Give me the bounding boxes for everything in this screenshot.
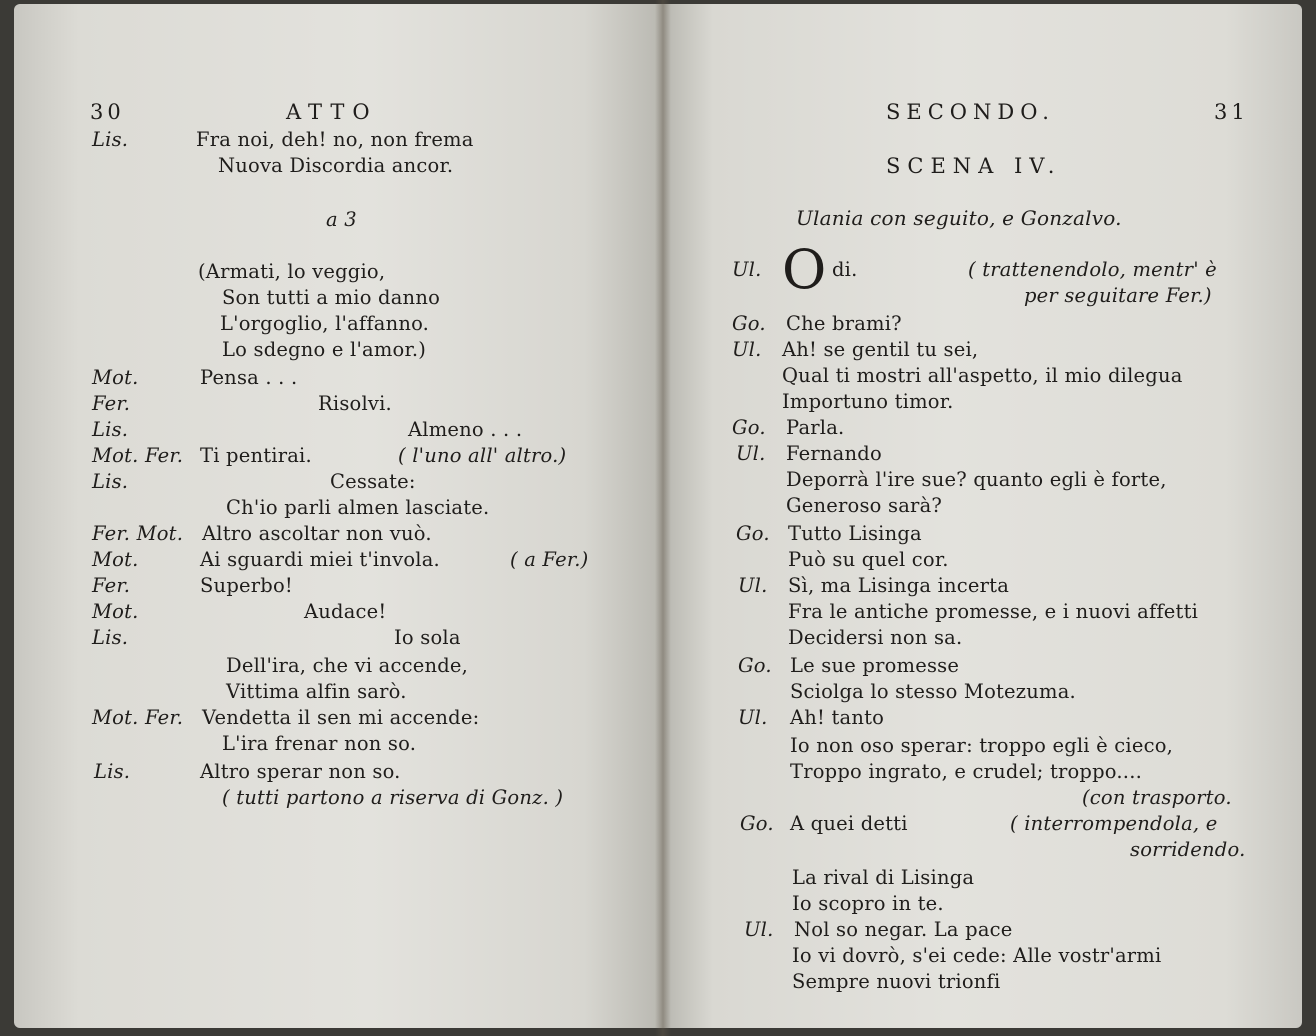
verse-line: La rival di Lisinga xyxy=(792,866,975,889)
verse-line: Ah! se gentil tu sei, xyxy=(782,338,979,361)
verse-line: Generoso sarà? xyxy=(786,494,943,517)
verse-line: A quei detti xyxy=(790,812,908,835)
speaker-label: Lis. xyxy=(92,418,129,441)
verse-line: Vendetta il sen mi accende: xyxy=(202,706,480,729)
verse-line: Ah! tanto xyxy=(790,706,885,729)
verse-line: Lo sdegno e l'amor.) xyxy=(222,338,427,361)
page-number-left: 30 xyxy=(90,100,125,124)
verse-line: Ch'io parli almen lasciate. xyxy=(226,496,490,519)
verse-line: Troppo ingrato, e crudel; troppo.... xyxy=(790,760,1142,783)
stage-direction: (con trasporto. xyxy=(1082,786,1232,809)
verse-line: (Armati, lo veggio, xyxy=(198,260,386,283)
verse-line: Cessate: xyxy=(330,470,416,493)
verse-line: Che brami? xyxy=(786,312,902,335)
verse-line: Io non oso sperar: troppo egli è cieco, xyxy=(790,734,1174,757)
verse-line: Audace! xyxy=(304,600,387,623)
speaker-label: Go. xyxy=(732,312,766,335)
verse-line: Tutto Lisinga xyxy=(788,522,922,545)
drop-cap-letter: O xyxy=(782,238,827,301)
verse-line: Altro ascoltar non vuò. xyxy=(202,522,432,545)
speaker-label: Mot. xyxy=(92,548,139,571)
verse-line: Le sue promesse xyxy=(790,654,960,677)
speaker-label: Lis. xyxy=(92,470,129,493)
verse-line: Fra le antiche promesse, e i nuovi affetti xyxy=(788,600,1199,623)
speaker-label: Fer. Mot. xyxy=(92,522,184,545)
verse-line: Sciolga lo stesso Motezuma. xyxy=(790,680,1076,703)
stage-direction: sorridendo. xyxy=(1130,838,1246,861)
running-head-right: SECONDO. xyxy=(886,100,1055,124)
verse-line: Ti pentirai. xyxy=(200,444,312,467)
drop-cap xyxy=(782,238,827,301)
speaker-label: Go. xyxy=(736,522,770,545)
verse-line: L'orgoglio, l'affanno. xyxy=(220,312,430,335)
stage-direction: per seguitare Fer.) xyxy=(1024,284,1212,307)
speaker-label: Ul. xyxy=(736,442,766,465)
verse-line: L'ira frenar non so. xyxy=(222,732,417,755)
verse-line: Nol so negar. La pace xyxy=(794,918,1013,941)
verse-line: Risolvi. xyxy=(318,392,392,415)
verse-line: Parla. xyxy=(786,416,845,439)
speaker-label: Fer. xyxy=(92,392,131,415)
verse-line: Qual ti mostri all'aspetto, il mio dilegua xyxy=(782,364,1183,387)
verse-line: Nuova Discordia ancor. xyxy=(218,154,454,177)
verse-line: Altro sperar non so. xyxy=(200,760,401,783)
stage-direction: ( l'uno all' altro.) xyxy=(398,444,567,467)
verse-line: Io vi dovrò, s'ei cede: Alle vostr'armi xyxy=(792,944,1162,967)
verse-line: Superbo! xyxy=(200,574,293,597)
verse-line: Può su quel cor. xyxy=(788,548,949,571)
speaker-label: Mot. xyxy=(92,366,139,389)
stage-direction: ( trattenendolo, mentr' è xyxy=(968,258,1217,281)
verse-line: Ai sguardi miei t'invola. xyxy=(200,548,440,571)
speaker-label: Mot. xyxy=(92,600,139,623)
verse-line: Pensa . . . xyxy=(200,366,298,389)
verse-line: Io scopro in te. xyxy=(792,892,944,915)
verse-line: Dell'ira, che vi accende, xyxy=(226,654,469,677)
stage-direction: ( tutti partono a riserva di Gonz. ) xyxy=(222,786,564,809)
scene-heading: SCENA IV. xyxy=(886,154,1062,178)
verse-line: Sempre nuovi trionfi xyxy=(792,970,1001,993)
verse-line: Fernando xyxy=(786,442,882,465)
verse-line: Fra noi, deh! no, non frema xyxy=(196,128,474,151)
speaker-label: Mot. Fer. xyxy=(92,706,184,729)
verse-line: Decidersi non sa. xyxy=(788,626,963,649)
speaker-label: Ul. xyxy=(738,574,768,597)
verse-line: Importuno timor. xyxy=(782,390,954,413)
speaker-label: Go. xyxy=(738,654,772,677)
stage-direction: ( interrompendola, e xyxy=(1010,812,1218,835)
page-number-right: 31 xyxy=(1214,100,1249,124)
speaker-label: Lis. xyxy=(92,626,129,649)
speaker-label: Go. xyxy=(732,416,766,439)
book-gutter xyxy=(655,0,671,1036)
speaker-label: Mot. Fer. xyxy=(92,444,184,467)
speaker-label: Lis. xyxy=(92,128,129,151)
verse-line: Vittima alfin sarò. xyxy=(226,680,407,703)
verse-line: di. xyxy=(832,258,858,281)
running-head-left: ATTO xyxy=(286,100,378,124)
verse-line: Sì, ma Lisinga incerta xyxy=(788,574,1010,597)
speaker-label: Ul. xyxy=(732,338,762,361)
speaker-label: Ul. xyxy=(738,706,768,729)
speaker-label: Ul. xyxy=(744,918,774,941)
verse-line: Son tutti a mio danno xyxy=(222,286,441,309)
speaker-label: Go. xyxy=(740,812,774,835)
ensemble-marker: a 3 xyxy=(326,208,357,231)
verse-line: Deporrà l'ire sue? quanto egli è forte, xyxy=(786,468,1167,491)
scene-stage-direction: Ulania con seguito, e Gonzalvo. xyxy=(796,206,1122,230)
verse-line: Io sola xyxy=(394,626,461,649)
stage-direction: ( a Fer.) xyxy=(510,548,589,571)
speaker-label: Fer. xyxy=(92,574,131,597)
speaker-label: Lis. xyxy=(94,760,131,783)
verse-line: Almeno . . . xyxy=(408,418,523,441)
speaker-label: Ul. xyxy=(732,258,762,281)
